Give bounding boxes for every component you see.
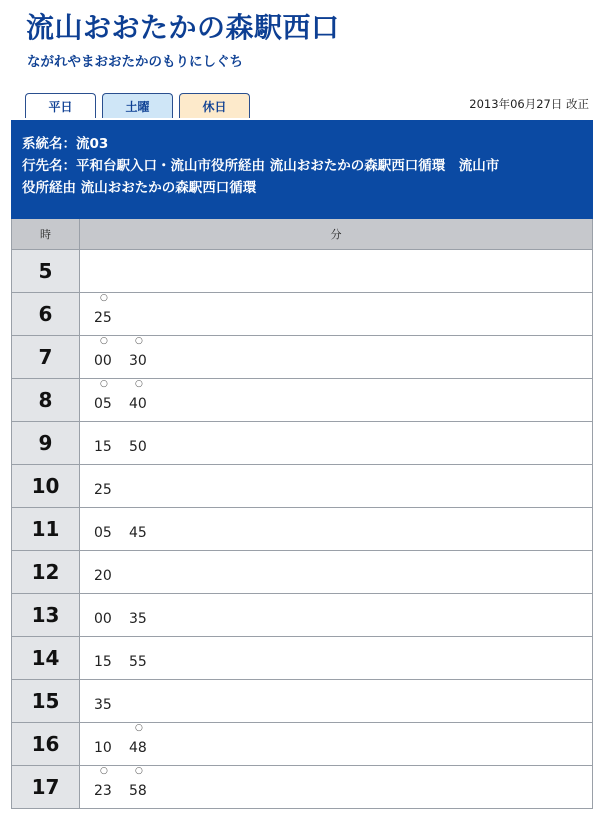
departure-minute [129,766,164,799]
minute-value: 30 [129,353,147,369]
minute-value: 25 [94,482,112,498]
hour-cell: 12 [12,551,80,593]
hour-cell: 8 [12,379,80,421]
hour-cell: 17 [12,766,80,808]
circle-mark-icon: ○ [135,766,143,776]
minutes-cell [80,465,592,507]
circle-mark-icon: ○ [100,293,108,303]
departure-minute [94,482,129,498]
minute-value: 00 [94,353,112,369]
route-destination-line-2: 役所経由 流山おおたかの森駅西口循環 [22,180,257,196]
hour-cell: 14 [12,637,80,679]
minute-value: 15 [94,654,112,670]
hour-cell: 7 [12,336,80,378]
minutes-cell [80,250,592,292]
table-row [12,508,592,551]
departure-minute [94,740,129,756]
minutes-cell [80,766,592,808]
minutes-cell [80,594,592,636]
minute-value: 25 [94,310,112,326]
minutes-cell [80,637,592,679]
circle-mark-icon: ○ [100,336,108,346]
table-row [12,250,592,293]
timetable-body [12,250,592,809]
hour-cell: 13 [12,594,80,636]
timetable-header [12,219,592,250]
minute-value: 40 [129,396,147,412]
departure-minute [94,525,129,541]
departure-minute [129,525,164,541]
departure-minute [94,439,129,455]
hour-cell: 5 [12,250,80,292]
minute-value: 35 [129,611,147,627]
minutes-cell [80,293,592,335]
departure-minute [129,379,164,412]
minute-value: 20 [94,568,112,584]
table-row [12,336,592,379]
tab-holiday[interactable]: 休日 [179,93,250,118]
minute-column-header: 分 [330,228,342,241]
minute-value: 58 [129,783,147,799]
table-row [12,594,592,637]
table-row [12,422,592,465]
hour-cell: 6 [12,293,80,335]
timetable [11,219,593,809]
table-row [12,551,592,594]
tab-saturday[interactable]: 土曜 [102,93,173,118]
hour-cell: 16 [12,723,80,765]
revision-date: 2013年06月27日 改正 [469,97,589,111]
circle-mark-icon: ○ [135,379,143,389]
table-row [12,637,592,680]
minutes-cell [80,336,592,378]
circle-mark-icon: ○ [100,379,108,389]
table-row [12,680,592,723]
minute-value: 05 [94,396,112,412]
departure-minute [94,379,129,412]
minute-value: 15 [94,439,112,455]
departure-minute [94,568,129,584]
day-type-tabs [25,93,256,118]
table-row [12,766,592,809]
minutes-cell [80,508,592,550]
departure-minute [94,611,129,627]
tab-weekday[interactable]: 平日 [25,93,96,118]
minute-value: 50 [129,439,147,455]
departure-minute [94,697,129,713]
minute-value: 10 [94,740,112,756]
route-info-panel [11,120,593,219]
departure-minute [129,611,164,627]
minute-value: 00 [94,611,112,627]
minutes-cell [80,379,592,421]
table-row [12,293,592,336]
station-reading: ながれやまおおたかのもりにしぐち [27,54,243,70]
table-row [12,723,592,766]
departure-minute [94,766,129,799]
minutes-cell [80,551,592,593]
hour-cell: 9 [12,422,80,464]
circle-mark-icon: ○ [135,723,143,733]
minute-value: 55 [129,654,147,670]
minute-value: 48 [129,740,147,756]
table-row [12,379,592,422]
minute-value: 45 [129,525,147,541]
minutes-cell [80,723,592,765]
departure-minute [129,723,164,756]
departure-minute [94,293,129,326]
departure-minute [94,336,129,369]
circle-mark-icon: ○ [100,766,108,776]
route-system-name: 系統名：流03 [22,136,109,152]
departure-minute [129,439,164,455]
hour-column-header: 時 [12,219,80,249]
hour-cell: 10 [12,465,80,507]
departure-minute [129,336,164,369]
minutes-cell [80,422,592,464]
minute-value: 35 [94,697,112,713]
minute-value: 05 [94,525,112,541]
departure-minute [129,654,164,670]
hour-cell: 11 [12,508,80,550]
hour-cell: 15 [12,680,80,722]
station-title: 流山おおたかの森駅西口 [26,11,340,44]
departure-minute [94,654,129,670]
circle-mark-icon: ○ [135,336,143,346]
minutes-cell [80,680,592,722]
table-row [12,465,592,508]
minute-value: 23 [94,783,112,799]
route-destination-line-1: 行先名：平和台駅入口・流山市役所経由 流山おおたかの森駅西口循環 流山市 [22,158,500,174]
